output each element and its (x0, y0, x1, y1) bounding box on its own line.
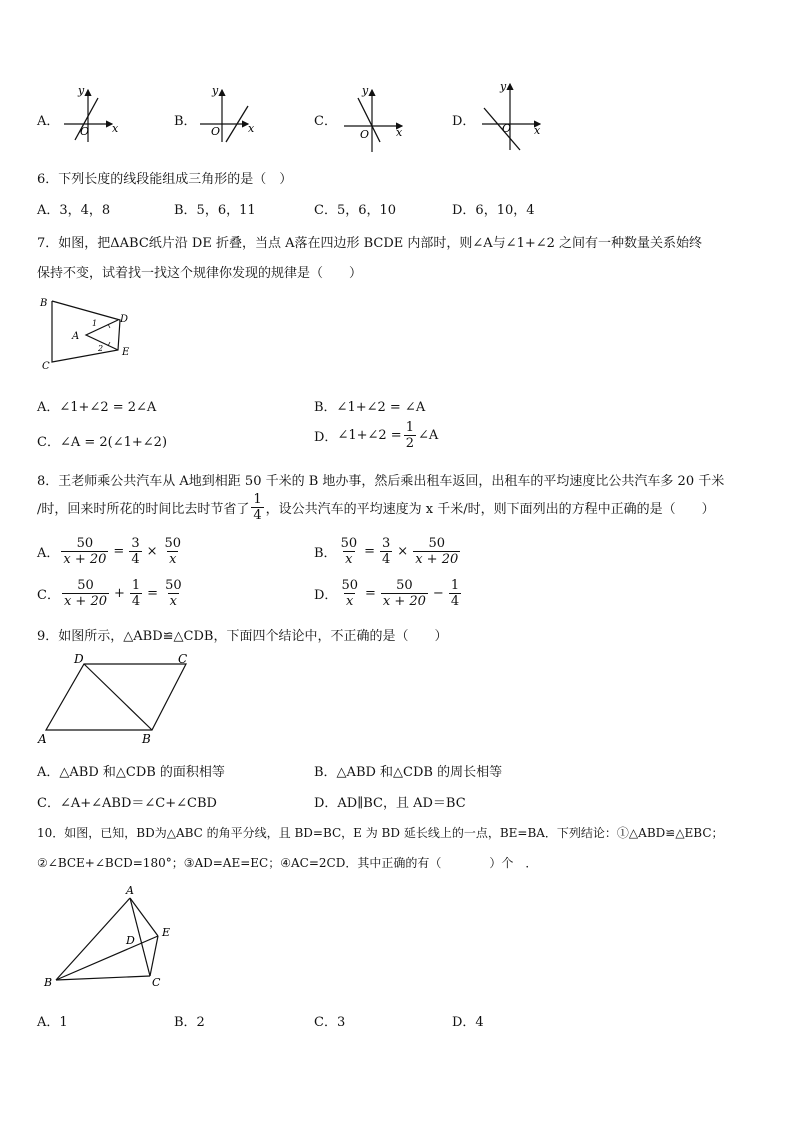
fraction-3 (163, 578, 184, 609)
label-e: E (162, 926, 171, 939)
label-2: 2 (98, 344, 104, 353)
q7-option-c: C．∠A = 2(∠1+∠2) (37, 435, 168, 450)
q10-option-b: B．2 (174, 1015, 205, 1030)
q6-option-d: D．6，10，4 (452, 203, 535, 218)
option-letter: D． (314, 588, 338, 603)
quadrilateral-bcde (52, 301, 120, 362)
label-a: A (72, 331, 80, 342)
origin-label: O (211, 125, 221, 138)
label-c: C (42, 361, 50, 372)
frac-num: 3 (382, 536, 391, 551)
parallelogram-abcd (46, 664, 186, 730)
frac-num: 50 (76, 536, 94, 551)
q9-option-a: A．△ABD 和△CDB 的面积相等 (37, 765, 225, 780)
x-label: x (534, 124, 541, 137)
q10-stem-line2: ②∠BCE+∠BCD=180°；③AD=AE=EC；④AC=2CD．其中正确的有（ ）个 ． (37, 856, 538, 870)
frac-den: 4 (253, 508, 262, 523)
q6-option-c: C．5，6，10 (314, 203, 397, 218)
q9-option-b: B．△ABD 和△CDB 的周长相等 (314, 765, 503, 780)
expr-right: ∠A (417, 428, 439, 443)
q10-figure (38, 880, 178, 992)
frac-num: 1 (450, 578, 460, 593)
origin-label: O (80, 125, 90, 138)
frac-num: 50 (428, 536, 445, 551)
fraction-3 (449, 578, 461, 609)
fraction-1 (62, 578, 109, 609)
stem-part-a: /时，回来时所花的时间比去时节省了 (37, 502, 250, 517)
stem-part-b: ，设公共汽车的平均速度为 x 千米/时，则下面列出的方程中正确的是（ ） (265, 502, 715, 517)
q5-option-c-label: C． (314, 114, 337, 129)
option-letter: A． (37, 546, 60, 561)
q8-option-d (314, 578, 463, 609)
q8-stem-line1: 8．王老师乘公共汽车从 A地到相距 50 千米的 B 地办事，然后乘出租车返回，出租车的平均速度比公共汽车多 20 千米 (37, 474, 725, 489)
frac-num: 1 (131, 578, 141, 593)
q10-option-a: A．1 (37, 1015, 68, 1030)
segment-be (56, 936, 158, 980)
stem-fraction (251, 492, 263, 523)
q7-stem-line2: 保持不变，试着找一找这个规律你发现的规律是（ ） (37, 266, 363, 281)
x-label: x (112, 122, 119, 135)
q5-option-c-graph (340, 84, 410, 154)
label-d: D (74, 652, 84, 666)
fraction-2 (381, 578, 428, 609)
option-letter: D． (314, 430, 338, 445)
label-a: A (38, 732, 47, 746)
fraction-2 (380, 536, 392, 567)
frac-den: x (345, 552, 353, 567)
q10-stem-line1: 10．如图，已知，BD为△ABC 的角平分线，且 BD=BC，E 为 BD 延长线上的一点，BE=BA．下列结论：①△ABD≌△EBC； (37, 826, 724, 840)
frac-den: 2 (405, 436, 414, 451)
segment-ae (130, 898, 158, 936)
q8-stem-line2 (37, 492, 715, 523)
q9-figure (34, 652, 199, 747)
side-ba (56, 898, 130, 980)
frac-num: 50 (165, 578, 182, 593)
y-label: y (362, 84, 369, 97)
segment-ec (150, 936, 158, 976)
q6-option-b: B．5，6，11 (174, 203, 256, 218)
frac-den: x (346, 594, 354, 609)
y-label: y (500, 80, 507, 93)
equals-sign: = (113, 544, 125, 559)
label-b: B (44, 976, 53, 989)
label-c: C (178, 652, 188, 666)
label-1: 1 (92, 319, 98, 328)
fraction-3 (163, 536, 184, 567)
label-a: A (126, 884, 134, 897)
label-b: B (40, 298, 48, 309)
frac-den: x + 20 (415, 552, 459, 567)
label-d: D (120, 314, 129, 325)
fraction-half (404, 420, 416, 451)
frac-num: 3 (131, 536, 140, 551)
diagonal-db (84, 664, 152, 730)
label-e: E (122, 347, 130, 358)
frac-num: 1 (405, 420, 414, 435)
q5-option-a-label: A． (37, 114, 60, 129)
label-d: D (126, 934, 135, 947)
equals-sign: = (364, 544, 376, 559)
operator: − (432, 586, 444, 601)
frac-num: 50 (340, 536, 358, 551)
equals-sign: = (147, 586, 159, 601)
q5-option-d-graph (478, 78, 550, 154)
frac-den: x + 20 (63, 552, 107, 567)
fraction-3 (413, 536, 460, 567)
q9-stem: 9．如图所示，△ABD≌△CDB，下面四个结论中，不正确的是（ ） (37, 629, 448, 644)
q6-option-a: A．3，4，8 (37, 203, 111, 218)
frac-num: 1 (253, 492, 262, 507)
q7-option-b: B．∠1+∠2 = ∠A (314, 400, 426, 415)
operator: × (397, 544, 409, 559)
operator: × (146, 544, 158, 559)
frac-den: 4 (450, 594, 460, 609)
q5-option-b-graph (196, 84, 266, 146)
q6-stem: 6．下列长度的线段能组成三角形的是（ ） (37, 172, 293, 187)
frac-den: 4 (131, 594, 141, 609)
option-letter: C． (37, 588, 60, 603)
y-label: y (78, 84, 85, 97)
q7-option-a: A．∠1+∠2 = 2∠A (37, 400, 157, 415)
label-b: B (142, 732, 151, 746)
q8-option-c (37, 578, 186, 609)
side-bc (56, 976, 150, 980)
origin-label: O (360, 128, 370, 141)
q5-option-d-label: D． (452, 114, 476, 129)
q8-option-b (314, 536, 462, 567)
operator: + (113, 586, 125, 601)
x-label: x (396, 126, 403, 139)
q9-option-d: D．AD∥BC，且 AD＝BC (314, 796, 466, 811)
q7-option-d (314, 420, 438, 451)
frac-den: 4 (131, 552, 140, 567)
fraction-2 (129, 536, 141, 567)
fraction-1 (339, 536, 360, 567)
q5-option-b-label: B． (174, 114, 197, 129)
q10-option-d: D．4 (452, 1015, 484, 1030)
q8-option-a (37, 536, 185, 567)
y-label: y (212, 84, 219, 97)
frac-den: 4 (382, 552, 391, 567)
frac-den: x (169, 594, 178, 609)
equals-sign: = (364, 586, 376, 601)
frac-num: 50 (396, 578, 413, 593)
q7-figure (36, 294, 146, 374)
fraction-1 (61, 536, 108, 567)
q5-option-a-graph (60, 84, 130, 146)
fraction-2 (130, 578, 142, 609)
option-letter: B． (314, 546, 337, 561)
frac-num: 50 (164, 536, 182, 551)
frac-num: 50 (341, 578, 358, 593)
origin-label: O (502, 122, 512, 135)
x-label: x (248, 122, 255, 135)
q10-option-c: C．3 (314, 1015, 346, 1030)
frac-den: x (169, 552, 177, 567)
fraction-1 (339, 578, 360, 609)
frac-den: x + 20 (382, 594, 426, 609)
q9-option-c: C．∠A+∠ABD＝∠C+∠CBD (37, 796, 217, 811)
expr-left: ∠1+∠2 = (337, 428, 402, 443)
q7-stem-line1: 7．如图，把ΔABC纸片沿 DE 折叠，当点 A落在四边形 BCDE 内部时，则∠A与∠1+∠2 之间有一种数量关系始终 (37, 236, 703, 251)
label-c: C (152, 976, 161, 989)
frac-den: x + 20 (63, 594, 107, 609)
frac-num: 50 (77, 578, 94, 593)
